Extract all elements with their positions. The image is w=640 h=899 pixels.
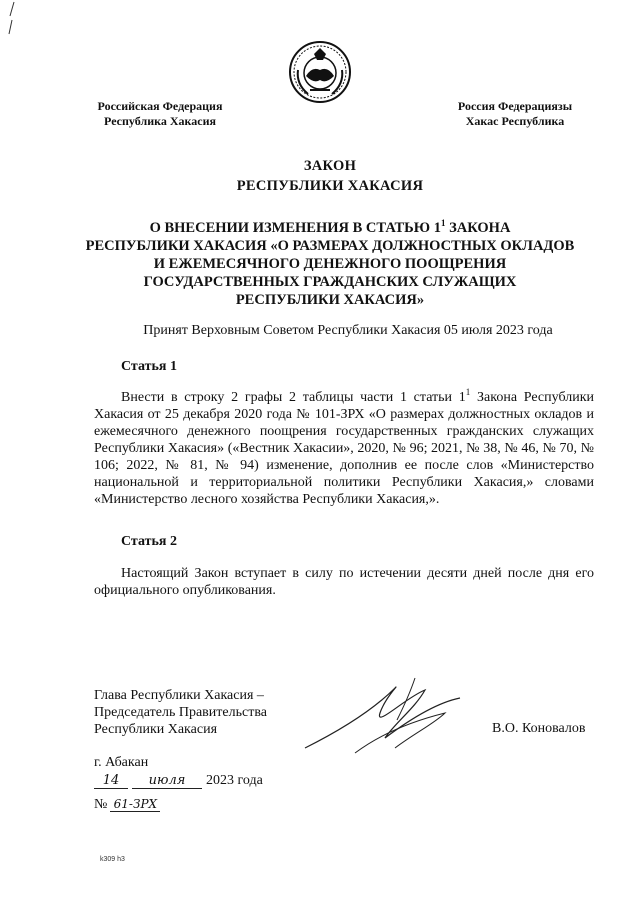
signatory-name: В.О. Коновалов: [492, 721, 586, 736]
date-month: июля: [132, 774, 202, 789]
date-year: 2023 года: [206, 773, 263, 788]
law-subject-line1-a: О ВНЕСЕНИИ ИЗМЕНЕНИЯ В СТАТЬЮ 1: [149, 220, 441, 236]
law-title-line2: РЕСПУБЛИКИ ХАКАСИЯ: [236, 178, 424, 194]
law-title: [60, 156, 600, 196]
adopted-line: Принят Верховным Советом Республики Хакасия 05 июля 2023 года: [143, 323, 553, 338]
header-left-line2: Республика Хакасия: [104, 114, 216, 128]
law-number-value: 61-ЗРХ: [110, 797, 160, 812]
place: г. Абакан: [94, 755, 149, 770]
header-right: [440, 99, 590, 129]
law-subject-line3: И ЕЖЕМЕСЯЧНОГО ДЕНЕЖНОГО ПООЩРЕНИЯ: [153, 256, 507, 272]
law-subject-superscript: 1: [440, 218, 446, 228]
handwritten-signature: [285, 668, 485, 768]
article1-superscript: 1: [465, 387, 471, 397]
signatory-line1: Глава Республики Хакасия –: [94, 688, 264, 703]
signatory-line3: Республики Хакасия: [94, 722, 218, 737]
emblem: [288, 40, 352, 104]
header-left-line1: Российская Федерация: [97, 99, 223, 113]
law-title-line1: ЗАКОН: [303, 158, 357, 174]
law-subject-line5: РЕСПУБЛИКИ ХАКАСИЯ»: [235, 292, 425, 308]
law-subject-line1: [60, 219, 600, 237]
header-right-line2: Хакас Республика: [465, 114, 565, 128]
signatory-title: [94, 687, 314, 738]
signatory-line2: Председатель Правительства: [94, 705, 267, 720]
law-number: [94, 796, 160, 813]
law-subject-line4: ГОСУДАРСТВЕННЫХ ГРАЖДАНСКИХ СЛУЖАЩИХ: [143, 274, 517, 290]
header-left: [80, 99, 240, 129]
law-subject-line2: РЕСПУБЛИКИ ХАКАСИЯ «О РАЗМЕРАХ ДОЛЖНОСТНЫХ ОКЛАДОВ: [85, 238, 575, 254]
law-subject: [60, 219, 600, 309]
law-number-prefix: №: [94, 797, 108, 812]
article1-text-b: Закона Республики Хакасия от 25 декабря 2020 года № 101-ЗРХ «О размерах должностных окладов и ежемесячного денежного поощрения государственных гражданских служащих Республики Хакасия» («Вестник Хакасии», 2020, № 96; 2021, № 38, № 46, № 70, № 106; 2022, № 81, № 94) изменение, дополнив ее после слов «Министерство национальной и территориальной политики Республики Хакасия,» словами «Министерство лесного хозяйства Республики Хакасия,».: [94, 390, 595, 507]
article1-text-a: Внести в строку 2 графы 2 таблицы части 1 статьи 1: [121, 390, 466, 405]
coat-of-arms-icon: [288, 40, 352, 104]
corner-pen-mark: [4, 0, 18, 40]
law-subject-line1-b: ЗАКОНА: [445, 220, 511, 236]
date-line: [94, 772, 263, 789]
article1-heading: Статья 1: [121, 359, 177, 374]
date-day: 14: [94, 774, 128, 789]
article2-text: Настоящий Закон вступает в силу по истечении десяти дней после дня его официального опубликования.: [94, 566, 594, 598]
header-right-line1: Россия Федерациязы: [457, 99, 573, 113]
article2-heading: Статья 2: [121, 534, 177, 549]
footer-code: k309 h3: [100, 856, 125, 863]
article1-text: [94, 389, 594, 508]
